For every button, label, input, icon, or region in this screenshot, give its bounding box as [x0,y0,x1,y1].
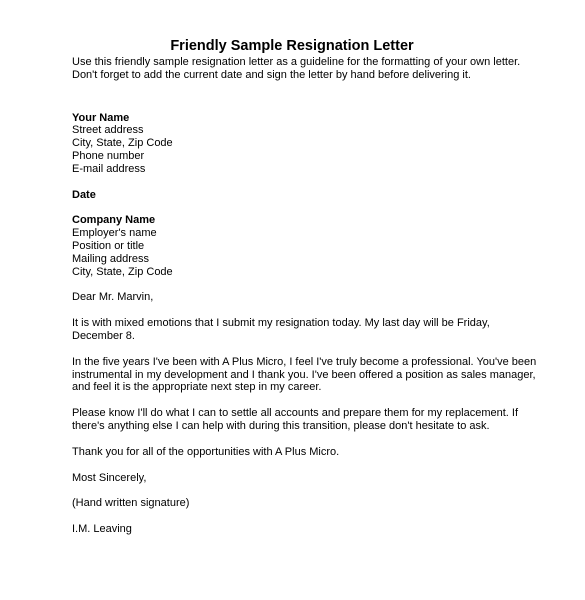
sender-address [72,112,565,176]
body-paragraph: Thank you for all of the opportunities with A Plus Micro. [72,445,340,458]
signer-name: I.M. Leaving [72,523,132,536]
spacer [72,82,565,112]
recipient-address [72,214,565,278]
date-block [72,189,565,202]
recipient-position: Position or title [72,239,145,252]
sender-street: Street address [72,124,144,137]
spacer [72,459,565,472]
spacer [72,394,565,407]
sender-city: City, State, Zip Code [72,137,173,150]
sender-phone: Phone number [72,149,145,162]
sender-email: E-mail address [72,162,146,175]
recipient-employer: Employer's name [72,227,157,240]
spacer [72,176,565,189]
closing: Most Sincerely, [72,471,147,484]
recipient-mailing: Mailing address [72,252,150,265]
spacer [72,343,565,356]
sender-name: Your Name [72,111,130,124]
recipient-company: Company Name [72,214,156,227]
spacer [72,201,565,214]
spacer [72,484,565,497]
body-paragraph: It is with mixed emotions that I submit my resignation today. My last day will be Friday, December 8. [72,317,490,342]
page-title: Friendly Sample Resignation Letter [170,38,414,54]
salutation: Dear Mr. Marvin, [72,291,154,304]
letter-date: Date [72,188,96,201]
spacer [72,304,565,317]
spacer [72,278,565,291]
body-paragraph: In the five years I've been with A Plus Micro, I feel I've truly become a professional. You've been instrumental in my development and I thank you. I've been offered a position as sales manager, and feel it is the appropriate next step in my career. [72,355,537,394]
recipient-city: City, State, Zip Code [72,265,173,278]
spacer [72,510,565,523]
signature-placeholder: (Hand written signature) [72,497,190,510]
spacer [72,433,565,446]
intro-text: Use this friendly sample resignation letter as a guideline for the formatting of your own letter. Don't forget to add the current date and sign the letter by hand before delivering it. [72,56,521,81]
body-paragraph: Please know I'll do what I can to settle all accounts and prepare them for my replacement. If there's anything else I can help with during this transition, please don't hesitate to ask. [72,407,518,432]
